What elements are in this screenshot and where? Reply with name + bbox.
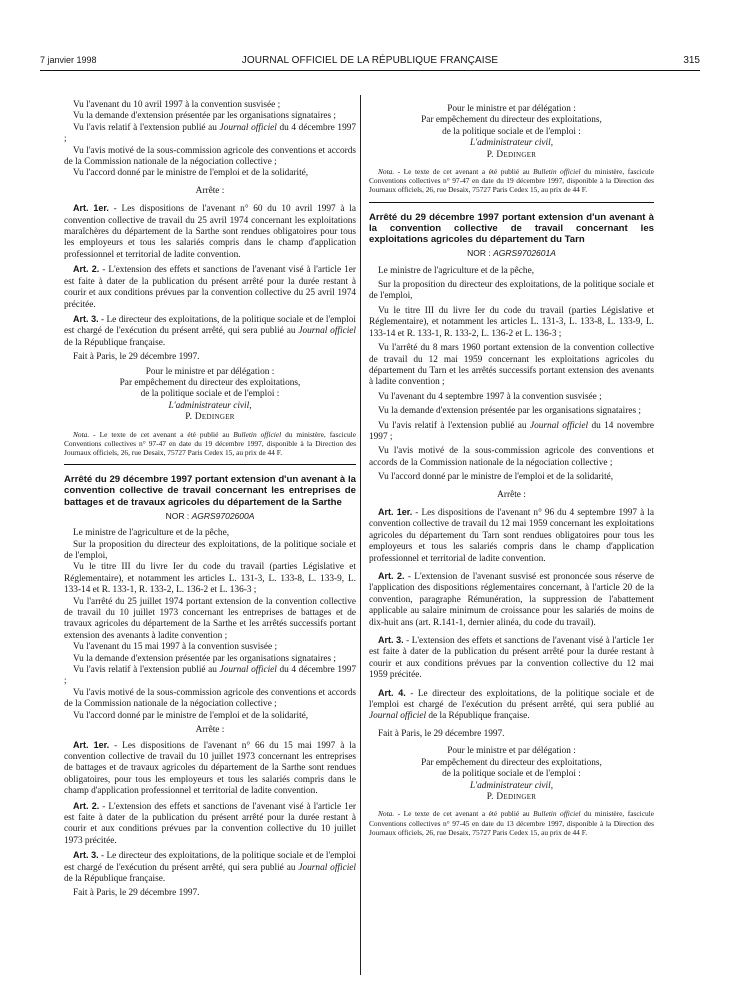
arrete-label: Arrête : [195, 725, 225, 736]
issue-date: 7 janvier 1998 [40, 55, 97, 65]
signature-line: Par empêchement du directeur des exploitations, [421, 115, 602, 126]
paragraph: Vu l'avis relatif à l'extension publié au Journal officiel du 4 décembre 1997 ; [64, 665, 357, 687]
signature-line: L'administrateur civil, [469, 138, 554, 149]
article-3: Art. 3. - L'extension des effets et sanctions de l'avenant visé à l'article 1er est faite à dater de la publication du présent arrêté pour la durée restant à courir et aux conditions prévues par la convention collective du 12 mai 1959 précitée. [369, 635, 654, 681]
paragraph: Le ministre de l'agriculture et de la pêche, [73, 528, 230, 539]
decree-title: Arrêté du 29 décembre 1997 portant extension d'un avenant à la convention collective de travail concernant les entreprises de battages et de travaux agricoles du département de la Sarthe [64, 474, 356, 508]
nota: Nota. - Le texte de cet avenant a été publié au Bulletin officiel du ministère, fascicule Conventions collectives n° 97-47 en date du 19 décembre 1997, disponible à la Direction des Journaux officiels, 26, rue Desaix, 75727 Paris Cedex 15, au prix de 44 F. [64, 429, 356, 457]
signature-line: Par empêchement du directeur des exploitations, [421, 757, 602, 768]
arrete-label: Arrête : [195, 185, 225, 196]
signatory-name: P. Dedinger [486, 791, 537, 802]
paragraph: Vu la demande d'extension présentée par les organisations signataires ; [73, 111, 336, 122]
paragraph: Sur la proposition du directeur des exploitations, de la politique sociale et de l'emploi, [369, 280, 654, 302]
article-3: Art. 3. - Le directeur des exploitations, de la politique sociale et de l'emploi est chargé de l'exécution du présent arrêté, qui sera publié au Journal officiel de la République française. [64, 313, 357, 348]
paragraph: Vu l'avis motivé de la sous-commission agricole des conventions et accords de la Commission nationale de la négociation collective ; [64, 145, 356, 168]
paragraph: Vu l'arrêté du 25 juillet 1974 portant extension de la convention collective de travail du 10 juillet 1973 concernant les entreprises de battages et de travaux agricoles du département de la Sarthe et les arrêtés successifs portant extension des avenants à ladite convention ; [64, 596, 356, 641]
paragraph: Le ministre de l'agriculture et de la pêche, [378, 265, 535, 276]
signatory-name: P. Dedinger [185, 412, 235, 423]
paragraph: Vu l'accord donné par le ministre de l'emploi et de la solidarité, [73, 710, 309, 721]
section-rule [369, 202, 654, 203]
paragraph: Vu l'accord donné par le ministre de l'emploi et de la solidarité, [378, 472, 614, 483]
article-1: Art. 1er. - Les dispositions de l'avenant n° 66 du 15 mai 1997 à la convention collective de travail du 10 juillet 1973 concernant les entreprises de battages et de travaux agricoles du département de la Sarthe sont rendues obligatoires, pour tous les employeurs et tous les salariés compris dans le champ d'application professionnel et territorial de ladite convention. [64, 739, 356, 797]
article-1: Art. 1er. - Les dispositions de l'avenant n° 60 du 10 avril 1997 à la convention collective de travail du 25 avril 1974 concernant les exploitations maraîchères du département de la Sarthe sont rendues obligatoires pour tous les employeurs et tous les salariés compris dans le champ d'application professionnel et territorial de ladite convention. [64, 203, 356, 260]
paragraph: Vu le titre III du livre Ier du code du travail (parties Législative et Réglementaire), et notamment les articles L. 131-3, L. 133-8, L. 133-9, L. 133-14 et R. 133-1, R. 133-2, L. 136-2 et L. 136-3 ; [369, 305, 654, 339]
paragraph: Vu la demande d'extension présentée par les organisations signataires ; [73, 653, 336, 664]
signature-line: de la politique sociale et de l'emploi : [442, 126, 581, 137]
nota: Nota. - Le texte de cet avenant a été publié au Bulletin officiel du ministère, fascicule Conventions collectives n° 97-45 en date du 13 décembre 1997, disponible à la Direction des Journaux officiels, 26, rue Desaix, 75727 Paris Cedex 15, au prix de 44 F. [369, 809, 655, 837]
article-1: Art. 1er. - Les dispositions de l'avenant n° 96 du 4 septembre 1997 à la convention collective de travail du 12 mai 1959 concernant les exploitations agricoles du département du Tarn sont rendues obligatoires pour tous les employeurs et tous les salariés compris dans le champ d'application professionnel et territorial de ladite convention. [369, 506, 654, 564]
paragraph: Vu la demande d'extension présentée par les organisations signataires ; [378, 406, 641, 417]
paragraph: Vu l'avenant du 15 mai 1997 à la convention susvisée ; [73, 642, 278, 653]
signature-line: L'administrateur civil, [469, 780, 554, 791]
left-column [64, 100, 356, 900]
article-2: Art. 2. - L'extension des effets et sanctions de l'avenant visé à l'article 1er est faite à dater de la publication du présent arrêté pour la durée restant à courir et aux conditions prévues par la convention collective du 25 avril 1974 précitée. [64, 264, 356, 310]
page-header [40, 55, 700, 69]
signature-line: Par empêchement du directeur des exploitations, [119, 377, 301, 388]
article-4: Art. 4. - Le directeur des exploitations, de la politique sociale et de l'emploi est chargé de l'exécution du présent arrêté, qui sera publié au Journal officiel de la République française. [369, 687, 654, 722]
paragraph: Vu l'arrêté du 8 mars 1960 portant extension de la convention collective de travail du 12 mai 1959 concernant les exploitations agricoles du département du Tarn et les arrêtés successifs portant extension des avenants à ladite convention ; [369, 343, 654, 388]
paragraph: Vu l'avenant du 10 avril 1997 à la convention susvisée ; [73, 100, 281, 110]
paragraph: Vu l'avis relatif à l'extension publié au Journal officiel du 4 décembre 1997 ; [64, 122, 357, 145]
signature-line: de la politique sociale et de l'emploi : [442, 769, 581, 780]
column-divider [360, 95, 361, 975]
paragraph: Sur la proposition du directeur des exploitations, de la politique sociale et de l'emploi, [64, 539, 356, 561]
signature-line: Pour le ministre et par délégation : [145, 366, 275, 377]
section-rule [64, 464, 356, 465]
signature-line: Pour le ministre et par délégation : [447, 746, 576, 757]
signatory-name: P. Dedinger [486, 149, 537, 160]
fait-a-paris: Fait à Paris, le 29 décembre 1997. [73, 352, 200, 363]
arrete-label: Arrête : [497, 489, 526, 500]
paragraph: Vu l'accord donné par le ministre de l'emploi et de la solidarité, [73, 168, 309, 179]
fait-a-paris: Fait à Paris, le 29 décembre 1997. [73, 888, 200, 899]
nor-reference: NOR : AGRS9702601A [467, 248, 556, 259]
page-number: 315 [683, 55, 700, 66]
article-2: Art. 2. - L'extension de l'avenant susvisé est prononcée sous réserve de l'application des dispositions réglementaires concernant, à l'article 20 de la convention, paragraphe Rémunération, la suppression de l'abattement applicable au salaire minimum de croissance pour les salariés de moins de dix-huit ans (art. R.141-1, dernier alinéa, du code du travail). [369, 571, 654, 628]
paragraph: Vu l'avenant du 4 septembre 1997 à la convention susvisée ; [378, 391, 602, 402]
article-3: Art. 3. - Le directeur des exploitations, de la politique sociale et de l'emploi est chargé de l'exécution du présent arrêté, qui sera publié au Journal officiel de la République française. [64, 850, 357, 884]
nor-reference: NOR : AGRS9702600A [165, 510, 255, 521]
header-rule [40, 70, 700, 71]
paragraph: Vu l'avis motivé de la sous-commission agricole des conventions et accords de la Commission nationale de la négociation collective ; [369, 446, 654, 468]
paragraph: Vu l'avis relatif à l'extension publié au Journal officiel du 14 novembre 1997 ; [369, 420, 654, 442]
signature-line: Pour le ministre et par délégation : [447, 104, 576, 114]
decree-title: Arrêté du 29 décembre 1997 portant extension d'un avenant à la convention collective de travail concernant les exploitations agricoles du département du Tarn [369, 211, 654, 246]
paragraph: Vu l'avis motivé de la sous-commission agricole des conventions et accords de la Commission nationale de la négociation collective ; [64, 687, 356, 710]
signature-line: L'administrateur civil, [168, 400, 252, 411]
journal-title: JOURNAL OFFICIEL DE LA RÉPUBLIQUE FRANÇAISE [241, 55, 499, 66]
paragraph: Vu le titre III du livre Ier du code du travail (parties Législative et Réglementaire), et notamment les articles L. 131-3, L. 133-8, L. 133-9, L. 133-14 et R. 133-1, R. 133-2, L. 136-2 et L. 136-3 ; [64, 562, 356, 596]
nota: Nota. - Le texte de cet avenant a été publié au Bulletin officiel du ministère, fascicule Conventions collectives n° 97-47 en date du 19 décembre 1997, disponible à la Direction des Journaux officiels, 26, rue Desaix, 75727 Paris Cedex 15, au prix de 44 F. [369, 167, 655, 195]
right-column [369, 104, 654, 837]
fait-a-paris: Fait à Paris, le 29 décembre 1997. [378, 728, 505, 739]
article-2: Art. 2. - L'extension des effets et sanctions de l'avenant visé à l'article 1er est faite à dater de la publication du présent arrêté pour la durée restant à courir et aux conditions prévues par la convention collective du 10 juillet 1973 précitée. [64, 800, 356, 846]
signature-line: de la politique sociale et de l'emploi : [140, 389, 280, 400]
